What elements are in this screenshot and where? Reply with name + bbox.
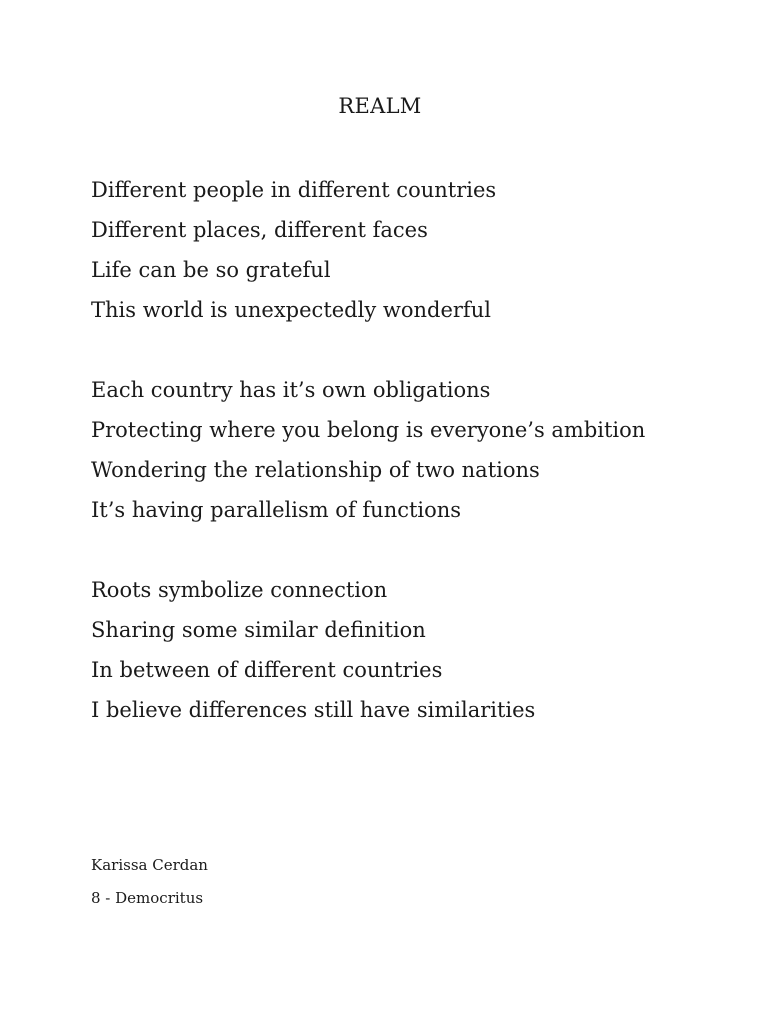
poem-title: REALM: [338, 94, 422, 118]
poem-line: I believe differences still have similarities: [91, 698, 536, 722]
poem-line: Different people in different countries: [91, 178, 497, 202]
poem-line: It’s having parallelism of functions: [91, 498, 462, 522]
class-section: 8 - Democritus: [91, 889, 204, 907]
stanza-3: [91, 570, 535, 730]
stanza-2: [91, 370, 645, 530]
poem-line: Different places, different faces: [91, 218, 428, 242]
poem-line: Roots symbolize connection: [91, 578, 388, 602]
poem-line: Protecting where you belong is everyone’s ambition: [91, 418, 646, 442]
poem-line: In between of different countries: [91, 658, 443, 682]
poem-line: Life can be so grateful: [91, 258, 331, 282]
poem-line: This world is unexpectedly wonderful: [91, 298, 491, 322]
poem-line: Wondering the relationship of two nations: [91, 458, 540, 482]
poem-line: Each country has it’s own obligations: [91, 378, 491, 402]
stanza-1: [91, 170, 496, 330]
poem-line: Sharing some similar definition: [91, 618, 426, 642]
author-name: Karissa Cerdan: [91, 856, 208, 874]
